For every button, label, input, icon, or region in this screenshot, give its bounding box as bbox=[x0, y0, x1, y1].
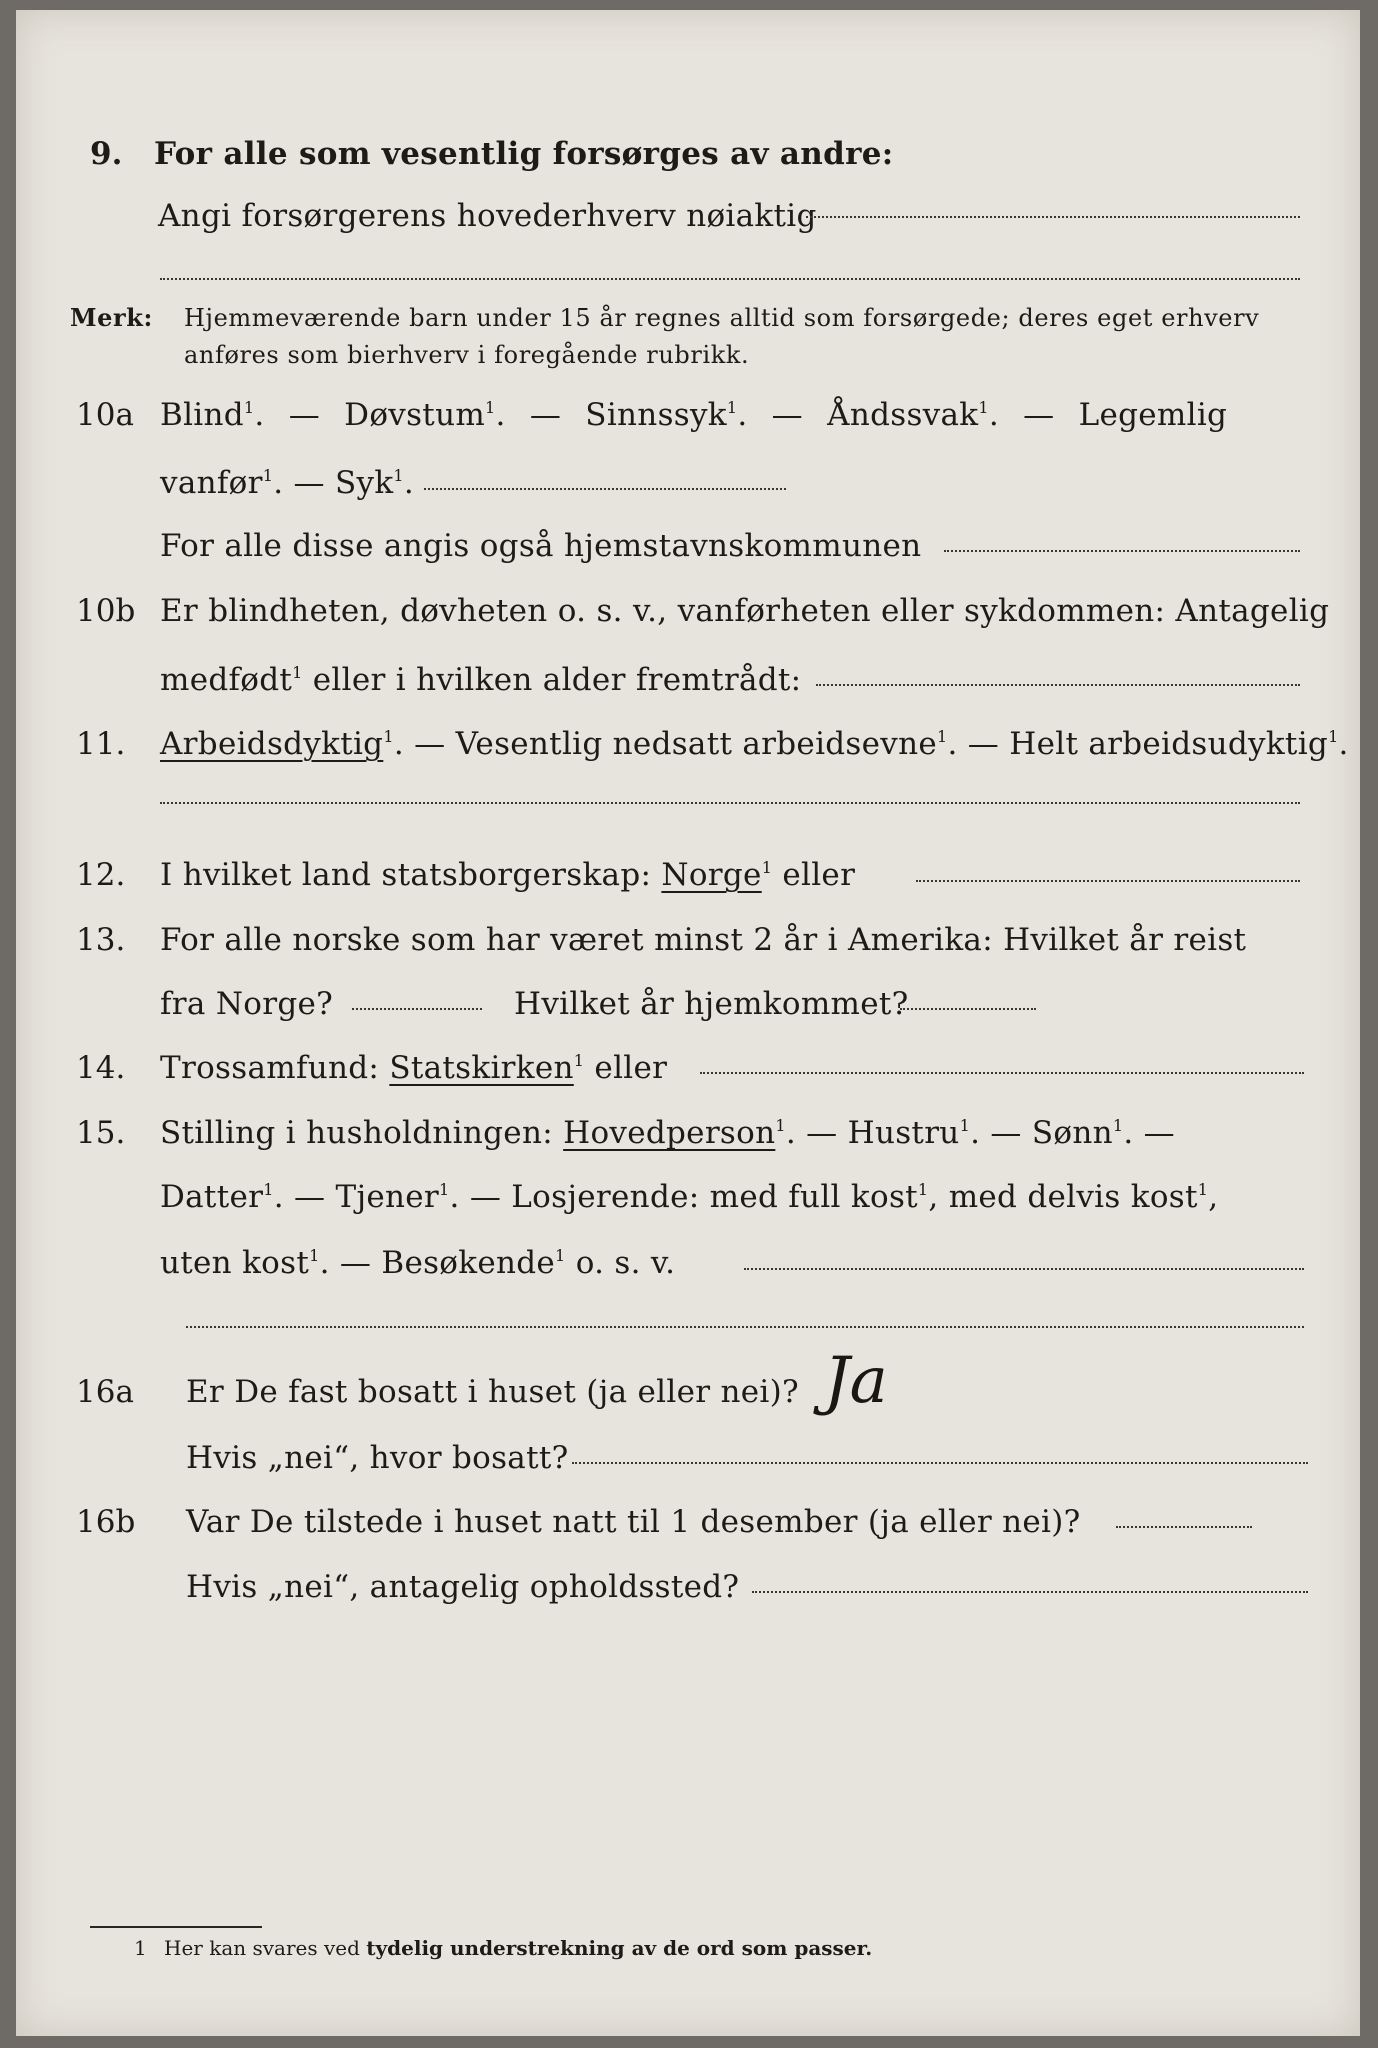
note-line-1: Hjemmeværende barn under 15 år regnes alltid som forsørgede; deres eget erhverv bbox=[184, 304, 1260, 332]
q14-answer-line[interactable] bbox=[700, 1072, 1304, 1074]
q12-answer-line[interactable] bbox=[916, 880, 1300, 882]
q10b-line-1: Er blindheten, døvheten o. s. v., vanførheten eller sykdommen: Antagelig bbox=[160, 593, 1330, 629]
q15-number: 15. bbox=[76, 1115, 126, 1151]
q13-return-prompt: Hvilket år hjemkommet? bbox=[514, 986, 909, 1022]
q16b-followup-prompt: Hvis „nei“, antagelig opholdssted? bbox=[186, 1569, 740, 1605]
note-label: Merk: bbox=[70, 303, 153, 332]
note-line-2: anføres som bierhverv i foregående rubrikk. bbox=[184, 341, 750, 369]
q15-line-2: Datter$^1$. — Tjener$^1$. — Losjerende: med full kost$^1$, med delvis kost$^1$, bbox=[160, 1179, 1219, 1215]
q10a-home-answer-line[interactable] bbox=[944, 550, 1300, 552]
q9-prompt: Angi forsørgerens hovederhverv nøiaktig bbox=[158, 198, 817, 234]
q10a-line-2: vanfør$^1$. — Syk$^1$. bbox=[160, 465, 415, 501]
census-form-page bbox=[16, 10, 1360, 2036]
q16a-handwritten-answer: Ja bbox=[824, 1344, 888, 1418]
q10a-home-municipality-prompt: For alle disse angis også hjemstavnskommunen bbox=[160, 528, 922, 564]
q14-option-state-church-underlined[interactable]: Statskirken bbox=[389, 1050, 574, 1086]
q9-answer-line-2[interactable] bbox=[160, 278, 1300, 280]
q13-left-answer-line[interactable] bbox=[352, 1008, 482, 1010]
q12-option-norway-underlined[interactable]: Norge bbox=[661, 857, 762, 893]
q15-answer-line-2[interactable] bbox=[186, 1326, 1304, 1328]
q12-number: 12. bbox=[76, 857, 126, 893]
q11-number: 11. bbox=[76, 726, 126, 762]
q11-option-able-underlined[interactable]: Arbeidsdyktig bbox=[160, 726, 384, 762]
q15-line-3: uten kost$^1$. — Besøkende$^1$ o. s. v. bbox=[160, 1245, 676, 1281]
q10b-line-2: medfødt$^1$ eller i hvilken alder fremtrådt: bbox=[160, 662, 802, 698]
q15-answer-line[interactable] bbox=[744, 1268, 1304, 1270]
q14-number: 14. bbox=[76, 1050, 126, 1086]
q10b-number: 10b bbox=[76, 593, 136, 629]
q11-answer-line[interactable] bbox=[160, 802, 1300, 804]
q16b-followup-answer-line[interactable] bbox=[752, 1591, 1308, 1593]
q14-text: Trossamfund: Statskirken$^1$ eller bbox=[160, 1050, 668, 1086]
q10b-answer-line[interactable] bbox=[816, 684, 1300, 686]
q16a-followup-answer-line[interactable] bbox=[572, 1462, 1308, 1464]
q16a-number: 16a bbox=[76, 1374, 134, 1410]
q9-text: For alle som vesentlig forsørges av andre: bbox=[154, 136, 894, 172]
footnote-separator bbox=[90, 1926, 262, 1928]
q13-number: 13. bbox=[76, 922, 126, 958]
q10a-number: 10a bbox=[76, 397, 134, 433]
q16b-prompt: Var De tilstede i huset natt til 1 desember (ja eller nei)? bbox=[186, 1504, 1081, 1540]
q13-left-prompt: fra Norge? bbox=[160, 986, 334, 1022]
q15-line-1: Stilling i husholdningen: Hovedperson$^1$. — Hustru$^1$. — Sønn$^1$. — bbox=[160, 1115, 1175, 1151]
q13-line-1: For alle norske som har været minst 2 år i Amerika: Hvilket år reist bbox=[160, 922, 1247, 958]
q9-number: 9. bbox=[90, 136, 123, 172]
q10a-line-1: Blind$^1$. — Døvstum$^1$. — Sinnssyk$^1$. — Åndssvak$^1$. — Legemlig bbox=[160, 397, 1228, 433]
q15-option-head-underlined[interactable]: Hovedperson bbox=[563, 1115, 776, 1151]
q16b-number: 16b bbox=[76, 1504, 136, 1540]
footnote-marker: 1 bbox=[134, 1936, 147, 1960]
q13-return-answer-line[interactable] bbox=[900, 1008, 1036, 1010]
q16a-prompt: Er De fast bosatt i huset (ja eller nei)? bbox=[186, 1374, 799, 1410]
q10a-answer-line[interactable] bbox=[424, 488, 786, 490]
footnote-text: Her kan svares ved tydelig understrekning av de ord som passer. bbox=[164, 1936, 873, 1960]
q16b-answer-line[interactable] bbox=[1116, 1526, 1252, 1528]
q9-answer-line[interactable] bbox=[806, 216, 1300, 218]
q12-text: I hvilket land statsborgerskap: Norge$^1$ eller bbox=[160, 857, 856, 893]
q16a-followup-prompt: Hvis „nei“, hvor bosatt? bbox=[186, 1440, 569, 1476]
q11-options: Arbeidsdyktig$^1$. — Vesentlig nedsatt arbeidsevne$^1$. — Helt arbeidsudyktig$^1$. bbox=[160, 726, 1349, 762]
